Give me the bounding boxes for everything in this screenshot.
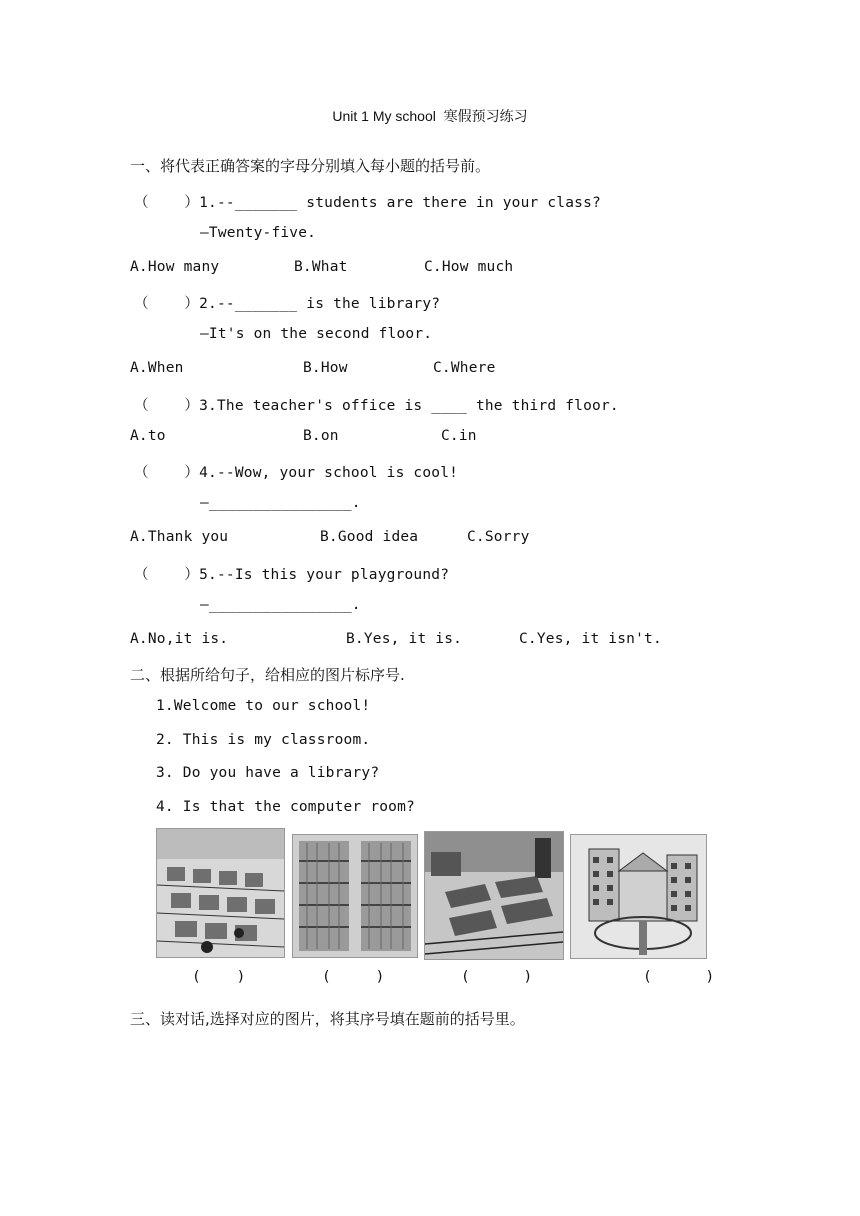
question-3-option-a: A.to: [130, 428, 166, 444]
image-4-bracket: ( ): [643, 969, 715, 985]
question-4-option-c: C.Sorry: [467, 529, 530, 545]
sentence-1: 1.Welcome to our school!: [156, 698, 371, 714]
question-4-option-a: A.Thank you: [130, 529, 229, 545]
question-5-option-c: C.Yes, it isn't.: [519, 631, 662, 647]
question-3-option-b: B.on: [303, 428, 339, 444]
section1-heading: 一、将代表正确答案的字母分别填入每小题的括号前。: [130, 157, 491, 175]
question-5-option-b: B.Yes, it is.: [346, 631, 463, 647]
sentence-4: 4. Is that the computer room?: [156, 799, 415, 815]
question-2-answer: —It's on the second floor.: [200, 326, 433, 342]
question-1-option-b: B.What: [294, 259, 348, 275]
question-3-option-c: C.in: [441, 428, 477, 444]
question-2-stem: （ ）2.--_______ is the library?: [134, 296, 441, 312]
section3-heading: 三、读对话,选择对应的图片，将其序号填在题前的括号里。: [130, 1010, 525, 1028]
question-4-option-b: B.Good idea: [320, 529, 419, 545]
question-4-stem: （ ）4.--Wow, your school is cool!: [134, 465, 459, 481]
sentence-3: 3. Do you have a library?: [156, 765, 380, 781]
question-5-stem: （ ）5.--Is this your playground?: [134, 567, 450, 583]
question-1-answer: —Twenty-five.: [200, 225, 317, 241]
question-1-stem: （ ）1.--_______ students are there in your class?: [134, 195, 601, 211]
library-image: [292, 834, 418, 958]
question-1-option-a: A.How many: [130, 259, 220, 275]
page-title: Unit 1 My school 寒假预习练习: [332, 108, 528, 124]
question-1-option-c: C.How much: [424, 259, 514, 275]
sentence-2: 2. This is my classroom.: [156, 732, 371, 748]
question-2-option-b: B.How: [303, 360, 348, 376]
question-4-answer: —________________.: [200, 495, 361, 511]
question-2-option-c: C.Where: [433, 360, 496, 376]
section2-heading: 二、根据所给句子，给相应的图片标序号.: [130, 666, 405, 684]
image-3-bracket: ( ): [461, 969, 533, 985]
question-2-option-a: A.When: [130, 360, 184, 376]
computer-room-image: [156, 828, 285, 958]
classroom-image: [424, 831, 564, 960]
school-building-image: [570, 834, 707, 959]
question-5-answer: —________________.: [200, 597, 361, 613]
question-5-option-a: A.No,it is.: [130, 631, 229, 647]
image-1-bracket: ( ): [192, 969, 246, 985]
question-3-stem: （ ）3.The teacher's office is ____ the third floor.: [134, 398, 619, 414]
image-2-bracket: ( ): [322, 969, 385, 985]
